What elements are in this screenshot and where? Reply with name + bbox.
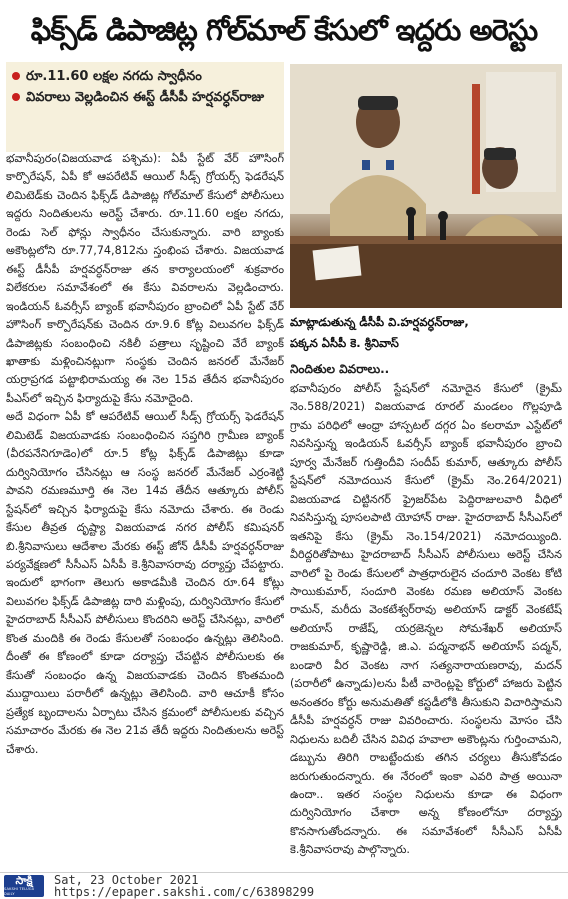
article-paragraph: అదే విధంగా ఏపీ కో ఆపరేటివ్ ఆయిల్ సీడ్స్ గ్రోయర్స్ ఫెడరేషన్ లిమిటెడ్ విజయవాడకు సంబంధించిన సప్తగిరి గ్రామీణ బ్యాంక్ (వీరపనేనిగూడెం)లో రూ.5 కోట్ల ఫిక్స్‌డ్ డిపాజిట్లు కూడా దుర్వినియోగం చేసినట్లు ఆ సంస్థ జనరల్ మేనేజర్ ఎర్రంశెట్టి పావని రమణమూర్తి ఈ నెల 14వ తేదీన ఆత్కూరు పోలీస్ స్టేషన్‌లో ఇచ్చిన ఫిర్యాదుపై కేసు నమోదు చేశారు. ఈ రెండు కేసుల తీవ్రత దృష్ట్యా విజయవాడ నగర పోలీస్ కమిషనర్ బి.శ్రీనివాసులు ఆదేశాల మేరకు ఈస్ట్ జోన్ డీసీపీ హర్షవర్ధన్‌రాజు పర్యవేక్షణలో సీసీఎస్ ఏసీపీ కె.శ్రీనివాసరావు దర్యాప్తు చేపట్టారు. ఇందులో భాగంగా తెలుగు అకాడమీకి చెందిన రూ.64 కోట్లు విలువగల ఫిక్స్‌డ్ డిపాజిట్ల దారి మళ్లింపు, దుర్వినియోగం కేసులో హైదరాబాద్ సీసీఎస్ పోలీసులు కొందరిని అరెస్ట్ చేసినట్లు, వారిలో కొంత మందికి ఈ రెండు కేసులతో సంబంధం ఉన్నట్లు తెలిసింది. దీంతో ఈ కోణంలో కూడా దర్యాప్తు చేపట్టిన పోలీసులకు ఈ కేసుతో సంబంధం ఉన్న విజయవాడకు చెందిన కొంతమంది ముద్దాయిలు పరారీలో ఉన్నట్లు తెలిసింది. వారి ఆచూకీ కోసం ప్రత్యేక బృందాలను ఏర్పాటు చేసిన క్రమంలో పోలీసులకు వచ్చిన సమాచారం మేరకు ఈ నెల 21వ తేదీ ఇద్దరు నిందితులను అరెస్ట్ చేశారు. xyxy=(6,410,284,756)
article-paragraph: భవానీపురం పోలీస్ స్టేషన్‌లో నమోదైన కేసులో (క్రైమ్ నెం.588/2021) విజయవాడ రూరల్ మండలం గొల్లపూడి గ్రామ పరిధిలో ఆంధ్రా హాస్పటల్ దగ్గర ఏం కలరామా ఎస్టేట్‌లో నివసిస్తున్న ఇండియన్ ఓవర్సీస్ బ్యాంక్ భవానీపురం బ్రాంచి పూర్వ మేనేజర్ గుత్తిందీవి సందీప్ కుమార్, ఆత్కూరు పోలీస్ స్టేషన్‌లో నమోదయిన కేసులో (క్రైమ్ నెం.264/2021) విజయవాడ చిట్టినగర్ ఫ్రైజర్‌పేట పెద్దిరాజులవారి వీధిలో నివసిస్తున్న పూసలపాటి యోహాన్ రాజు. హైదరాబాద్ సీసీఎస్‌లో ఇతనిపై కేసు (క్రైమ్ నెం.154/2021) నమోదయ్యింది. వీరిద్దరితోపాటు హైదరాబాద్ సీసీఎస్ పోలీసులు అరెస్ట్ చేసిన వారిలో పై రెండు కేసులలో పాత్రధారులైన చందూరి వెంకట కోటి సాయికుమార్, సందూరి వెంకట రమణ అలియాస్ వెంకట రామన్, మరీదు వెంకటేశ్వర్‌రావు అలియాస్ డాక్టర్ వెంకటేష్ అలియాస్ రాజేష్, యర్రజెన్నల సోమశేఖర్ అలియాస్ రాజకుమార్, కృష్ణారెడ్డి, జి.ఎ. పద్మనాభన్ అలియాస్ పద్మన్, బండారి వీర వెంకట నాగ సత్యనారాయణరావు, మదన్ (పరారీలో ఉన్నాడు)లను పీటీ వారెంట్లపై కోర్టులో హాజరు పెట్టిన అనంతరం కోర్టు అనుమతితో కస్టడీలోకి తీసుకుని విచారిస్తామని డీసీపీ హర్షవర్ధన్ రాజు వివరించారు. సంస్థలను మోసం చేసి నిధులను బదిలీ చేసిన వివిధ హవాలా అకౌంట్లను గుర్తించామని, డబ్బును తిరిగి రాబట్టేందుకు తగిన చర్యలు తీసుకోవడం జరుగుతుందన్నారు. ఈ నేరంలో ఇంకా ఎవరి పాత్ర అయినా ఉందా.. ఇతర సంస్థల నిధులను కూడా ఈ విధంగా దుర్వినియోగం చేశారా అన్న కోణంలోనూ దర్యాప్తు కొనసాగుతోందన్నారు. ఈ సమావేశంలో సీసీఎస్ ఏసీపీ కె.శ్రీనివాసరావు పాల్గొన్నారు. xyxy=(290,382,562,857)
article-subhead: నిందితుల వివరాలు.. xyxy=(290,362,390,376)
epaper-url[interactable]: https://epaper.sakshi.com/c/63898299 xyxy=(54,884,315,899)
logo-subtext: SAKSHI TELUGU DAILY xyxy=(4,887,35,896)
highlight-text: రూ.11.60 లక్షల నగదు స్వాధీనం xyxy=(26,69,202,84)
caption-line: పక్కన ఏసీపీ కె. శ్రీనివాస్ xyxy=(290,336,399,350)
article-right-column xyxy=(290,358,562,870)
highlight-text: వివరాలు వెల్లడించిన ఈస్ట్ డీసీపీ హర్షవర్ధన్‌రాజు xyxy=(26,90,265,105)
press-conference-photo xyxy=(290,64,562,308)
logo-text: సాక్షి xyxy=(15,874,33,887)
footer-info xyxy=(54,874,314,898)
highlight-item xyxy=(12,66,278,87)
photo-caption xyxy=(290,312,562,356)
highlights-box xyxy=(6,62,284,152)
photo-illustration xyxy=(290,64,562,308)
caption-line: మాట్లాడుతున్న డీసీపీ వి.హర్షవర్ధన్‌రాజు, xyxy=(290,315,469,329)
article-paragraph: భవానీపురం(విజయవాడ పశ్చిమ): ఏపీ స్టేట్ వేర్ హౌసింగ్ కార్పొరేషన్, ఏపీ కో ఆపరేటివ్ ఆయిల్ సీడ్స్ గ్రోయర్స్ ఫెడరేషన్ లిమిటెడ్‌కు చెందిన ఫిక్స్‌డ్ డిపాజిట్ల గోల్‌మాల్ కేసులో పోలీసులు ఇద్దరు నిందితులను అరెస్ట్ చేశారు. రూ.11.60 లక్షల నగదు, రెండు సెల్ ఫోన్లు స్వాధీనం చేసుకున్నారు. వారి బ్యాంకు అకౌంట్లలోని రూ.77,74,812ను స్తంభింప చేశారు. విజయవాడ ఈస్ట్ డీసీపీ హర్షవర్ధన్‌రాజు తన కార్యాలయంలో శుక్రవారం విలేకరుల సమావేశంలో ఈ కేసు వివరాలను వెల్లడించారు. ఇండియన్ ఓవర్సీస్ బ్యాంక్ భవానీపురం బ్రాంచిలో ఏపీ స్టేట్ వేర్ హౌసింగ్ కార్పొరేషన్‌కు చెందిన రూ.9.6 కోట్ల విలువగల ఫిక్స్‌డ్ డిపాజిట్లకు సంబంధించి నకిలీ పత్రాలు సృష్టించి వేరే బ్యాంక్ ఖాతాకు మళ్లించినట్లుగా సంస్థకు చెందిన జనరల్ మేనేజర్ యర్రాప్రగడ పట్టాభిరామయ్య ఈ నెల 15వ తేదీన భవానీపురం పీఎస్‌లో ఇచ్చిన ఫిర్యాదుపై కేసు నమోదైంది. xyxy=(6,152,284,405)
publication-date: Sat, 23 October 2021 xyxy=(54,872,199,887)
headline: ఫిక్స్‌డ్ డిపాజిట్ల గోల్‌మాల్ కేసులో ఇద్దరు అరెస్టు xyxy=(30,13,538,47)
sakshi-logo xyxy=(4,875,44,897)
article-left-column xyxy=(6,150,284,870)
bullet-icon xyxy=(12,93,20,101)
footer xyxy=(0,872,568,898)
highlight-item xyxy=(12,87,278,108)
bullet-icon xyxy=(12,72,20,80)
